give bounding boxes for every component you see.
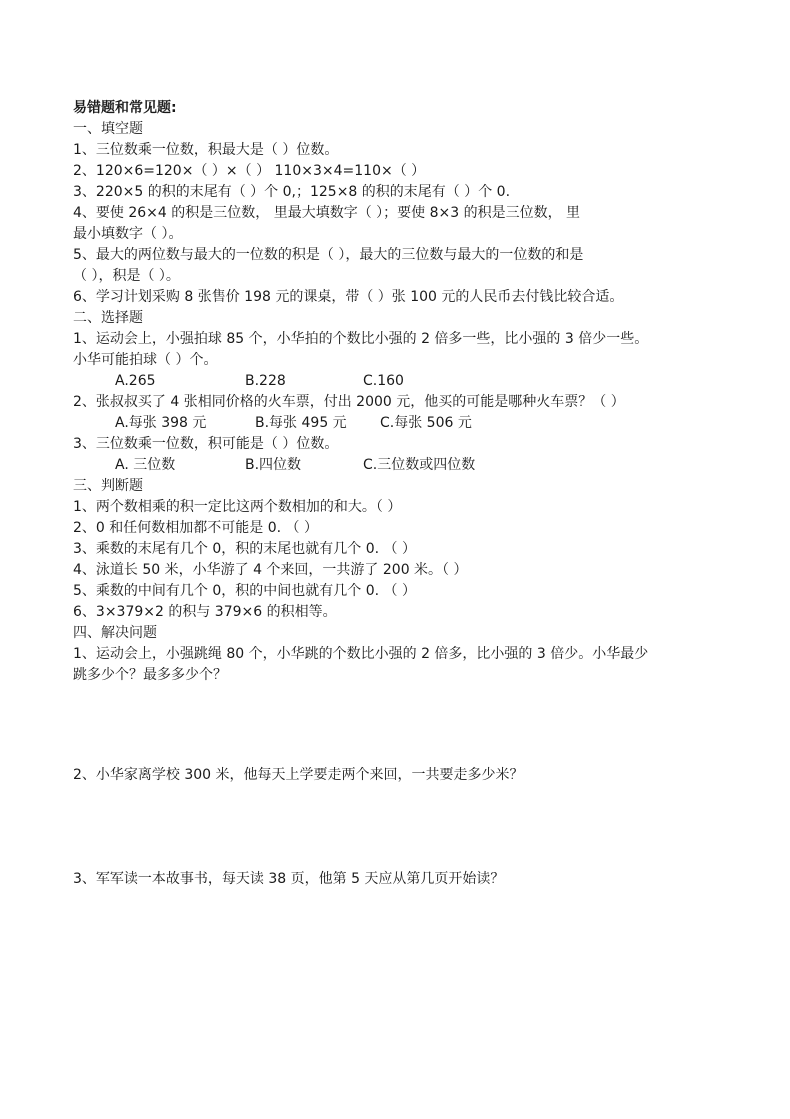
solve-heading: 四、解决问题 xyxy=(73,625,157,641)
fill-q5-line1: 5、最大的两位数与最大的一位数的积是（ ），最大的三位数与最大的一位数的和是 xyxy=(73,247,584,263)
judge-q1: 1、两个数相乘的积一定比这两个数相加的和大。（ ） xyxy=(73,499,402,515)
choice-q1-option-a: A.265 xyxy=(115,373,156,389)
fill-q4-line2: 最小填数字（ ）。 xyxy=(73,226,183,242)
fill-heading: 一、填空题 xyxy=(73,121,143,137)
worksheet-title: 易错题和常见题: xyxy=(73,100,177,116)
choice-q1-option-b: B.228 xyxy=(245,373,286,389)
judge-q6: 6、3×379×2 的积与 379×6 的积相等。 xyxy=(73,604,337,620)
judge-q2: 2、0 和任何数相加都不可能是 0. （ ） xyxy=(73,520,318,536)
choice-q1-line2: 小华可能拍球（ ）个。 xyxy=(73,352,218,368)
choice-q3-option-a: A. 三位数 xyxy=(115,457,176,473)
fill-q3: 3、220×5 的积的末尾有（ ）个 0,；125×8 的积的末尾有（ ）个 0. xyxy=(73,184,511,200)
choice-q3-option-b: B.四位数 xyxy=(245,457,302,473)
choice-q1-line1: 1、运动会上，小强拍球 85 个，小华拍的个数比小强的 2 倍多一些，比小强的 3 倍少一些。 xyxy=(73,331,649,347)
fill-q1: 1、三位数乘一位数，积最大是（ ）位数。 xyxy=(73,142,339,158)
choice-q2-option-c: C.每张 506 元 xyxy=(380,415,472,431)
choice-q1-option-c: C.160 xyxy=(363,373,404,389)
choice-heading: 二、选择题 xyxy=(73,310,143,326)
choice-q3: 3、三位数乘一位数，积可能是（ ）位数。 xyxy=(73,436,339,452)
choice-q3-option-c: C.三位数或四位数 xyxy=(363,457,476,473)
choice-q2-option-a: A.每张 398 元 xyxy=(115,415,207,431)
solve-q1-line1: 1、运动会上，小强跳绳 80 个，小华跳的个数比小强的 2 倍多，比小强的 3 倍少。小华最少 xyxy=(73,646,649,662)
solve-q2: 2、小华家离学校 300 米，他每天上学要走两个来回，一共要走多少米？ xyxy=(73,767,524,783)
fill-q6: 6、学习计划采购 8 张售价 198 元的课桌，带（ ）张 100 元的人民币去付钱比较合适。 xyxy=(73,289,624,305)
fill-q2: 2、120×6=120×（ ）×（ ） 110×3×4=110×（ ） xyxy=(73,163,426,179)
fill-q5-line2: （ ），积是（ ）。 xyxy=(73,268,180,284)
solve-q3: 3、军军读一本故事书，每天读 38 页，他第 5 天应从第几页开始读？ xyxy=(73,871,505,887)
judge-heading: 三、判断题 xyxy=(73,478,143,494)
fill-q4-line1: 4、要使 26×4 的积是三位数， 里最大填数字（ ）；要使 8×3 的积是三位数， 里 xyxy=(73,205,581,221)
judge-q5: 5、乘数的中间有几个 0，积的中间也就有几个 0. （ ） xyxy=(73,583,416,599)
choice-q2-option-b: B.每张 495 元 xyxy=(255,415,347,431)
judge-q3: 3、乘数的末尾有几个 0，积的末尾也就有几个 0. （ ） xyxy=(73,541,416,557)
solve-q1-line2: 跳多少个？最多多少个？ xyxy=(73,667,227,683)
judge-q4: 4、泳道长 50 米，小华游了 4 个来回，一共游了 200 米。（ ） xyxy=(73,562,468,578)
choice-q2: 2、张叔叔买了 4 张相同价格的火车票，付出 2000 元，他买的可能是哪种火车票？（ ） xyxy=(73,394,625,410)
